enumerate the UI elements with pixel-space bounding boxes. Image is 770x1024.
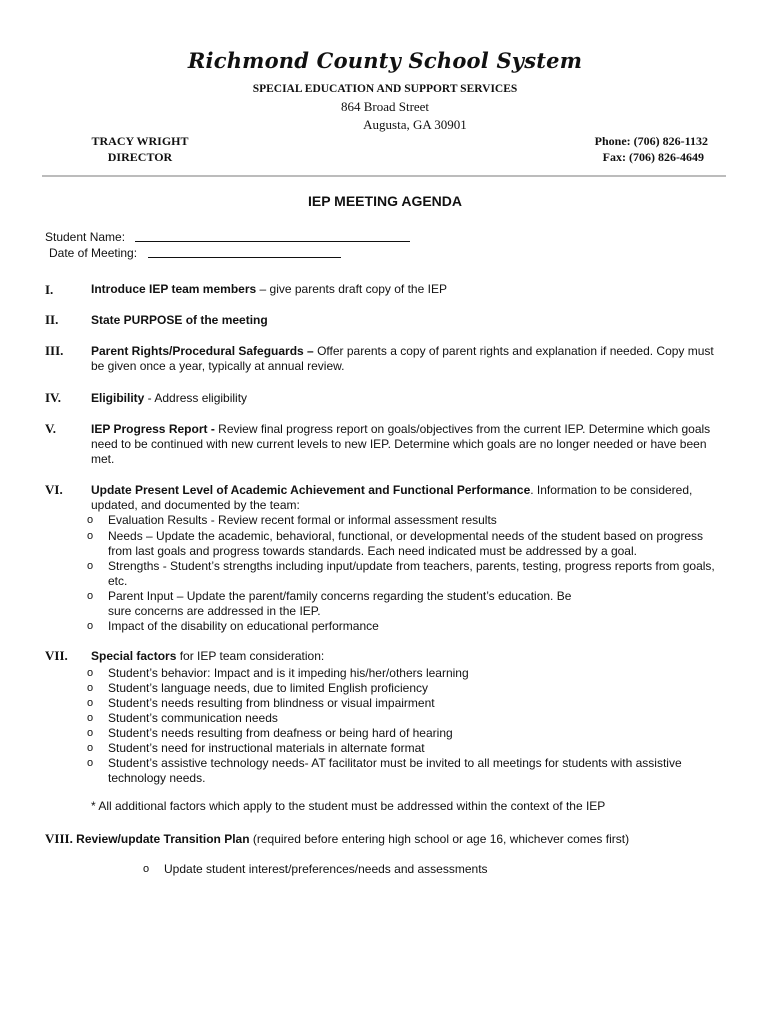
item-heading: Eligibility <box>91 391 145 405</box>
item-number: III. <box>45 343 64 358</box>
item-number: VIII. <box>45 831 73 846</box>
item-number: I. <box>45 282 54 297</box>
bullet-marker: o <box>87 757 94 769</box>
agenda-item-introduce-team <box>91 282 725 297</box>
student-name-label: Student Name: <box>45 230 126 244</box>
bullet-marker: o <box>87 620 94 632</box>
item-heading: IEP Progress Report - <box>91 422 219 436</box>
item-heading: State PURPOSE of the meeting <box>91 313 268 327</box>
sub-item-assistive-tech: Student’s assistive technology needs- AT facilitator must be invited to all meetings for students with assistive technology needs. <box>108 756 682 785</box>
sub-item-evaluation: Evaluation Results - Review recent formal or informal assessment results <box>108 513 497 527</box>
street-address: 864 Broad Street <box>340 99 430 114</box>
item-text: Offer parents a copy of parent rights and explanation if needed. Copy must be given once a year, typically at annual review. <box>91 344 714 373</box>
item-number: VI. <box>45 482 63 497</box>
sub-item-language: Student’s language needs, due to limited English proficiency <box>108 681 428 695</box>
agenda-item-special-factors <box>91 649 725 664</box>
item-text: - Address eligibility <box>144 391 248 405</box>
agenda-item-parent-rights <box>91 344 725 374</box>
sub-item-behavior: Student’s behavior: Impact and is it impeding his/her/others learning <box>108 666 469 680</box>
fax-number: Fax: (706) 826-4649 <box>602 150 704 164</box>
bullet-marker: o <box>87 667 94 679</box>
item-heading: Parent Rights/Procedural Safeguards – <box>91 344 318 358</box>
header-divider <box>42 175 726 177</box>
item-text: (required before entering high school or age 16, whichever comes first) <box>249 832 630 846</box>
sub-item-student-interest: Update student interest/preferences/needs and assessments <box>164 862 488 876</box>
meeting-date-line <box>148 257 341 258</box>
item-text: – give parents draft copy of the IEP <box>256 282 447 296</box>
item-number: V. <box>45 421 56 436</box>
sub-item-deafness: Student’s needs resulting from deafness or being hard of hearing <box>108 726 453 740</box>
item-text: for IEP team consideration: <box>176 649 325 663</box>
sub-item-communication: Student’s communication needs <box>108 711 278 725</box>
item-heading: Review/update Transition Plan <box>76 832 250 846</box>
item-number: IV. <box>45 390 62 405</box>
item-number: II. <box>45 312 59 327</box>
sub-item-strengths: Strengths - Student’s strengths including input/update from teachers, parents, testing, progress reports from goals, etc. <box>108 559 715 588</box>
bullet-marker: o <box>87 560 94 572</box>
organization-title: Richmond County School System <box>187 48 583 73</box>
agenda-item-purpose <box>91 313 725 328</box>
item-number: VII. <box>45 648 68 663</box>
item-text: Review final progress report on goals/objectives from the current IEP. Determine which goals need to be continued with new current levels to new IEP. Determine which goals are no longer needed or have been met. <box>91 422 711 466</box>
item-text: . Information to be considered, updated, and documented by the team: <box>91 483 693 512</box>
sub-item-blindness: Student’s needs resulting from blindness or visual impairment <box>108 696 435 710</box>
department-name: SPECIAL EDUCATION AND SUPPORT SERVICES <box>252 83 518 95</box>
sub-item-impact: Impact of the disability on educational performance <box>108 619 379 633</box>
bullet-marker: o <box>87 697 94 709</box>
bullet-marker: o <box>87 590 94 602</box>
agenda-item-eligibility <box>91 391 725 406</box>
sub-item-parent-input: Parent Input – Update the parent/family concerns regarding the student’s education. Be sure concerns are addressed in the IEP. <box>108 589 572 618</box>
phone-number: Phone: (706) 826-1132 <box>594 134 708 148</box>
bullet-marker: o <box>143 863 150 875</box>
director-name: TRACY WRIGHT <box>91 134 189 148</box>
bullet-marker: o <box>87 742 94 754</box>
sub-item-needs: Needs – Update the academic, behavioral, functional, or developmental needs of the student based on progress from last goals and progress towards standards. Each need indicated must be addressed by a goal. <box>108 529 704 558</box>
bullet-marker: o <box>87 530 94 542</box>
bullet-marker: o <box>87 682 94 694</box>
agenda-item-present-level <box>91 483 725 513</box>
student-name-line <box>135 241 410 242</box>
bullet-marker: o <box>87 712 94 724</box>
meeting-date-label: Date of Meeting: <box>49 246 138 260</box>
agenda-item-progress-report <box>91 422 725 467</box>
page-title: IEP MEETING AGENDA <box>307 193 463 209</box>
item-heading: Introduce IEP team members <box>91 282 257 296</box>
bullet-marker: o <box>87 514 94 526</box>
item-heading: Update Present Level of Academic Achievement and Functional Performance <box>91 483 531 497</box>
bullet-marker: o <box>87 727 94 739</box>
special-factors-note: * All additional factors which apply to the student must be addressed within the context of the IEP <box>91 799 606 813</box>
agenda-item-transition-plan <box>45 831 645 847</box>
director-title: DIRECTOR <box>107 150 173 164</box>
item-heading: Special factors <box>91 649 177 663</box>
sub-item-alternate-format: Student’s need for instructional materials in alternate format <box>108 741 425 755</box>
city-address: Augusta, GA 30901 <box>363 117 467 132</box>
